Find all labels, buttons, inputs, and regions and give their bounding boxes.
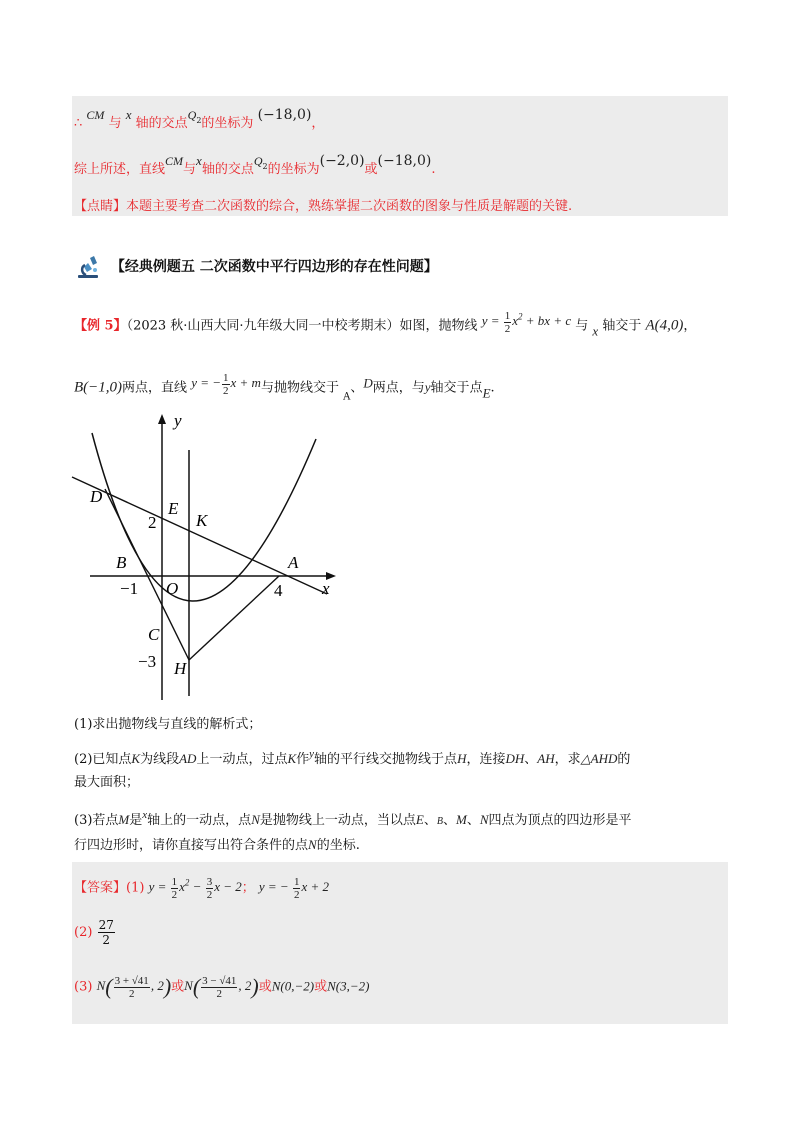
segment-ah xyxy=(189,576,279,660)
answer-1: 【答案】(1) y = $\frac{1}{2}$ $x^2$ − $\frac{3}{2}$ x − 2； y = − $\frac{1}{2}$ x + 2 xyxy=(74,875,330,901)
label-d: D xyxy=(90,487,103,506)
tip-line: 【点睛】本题主要考查二次函数的综合，熟练掌握二次函数的图象与性质是解题的关键. xyxy=(74,199,573,214)
question-1: (1)求出抛物线与直线的解析式； xyxy=(74,717,262,732)
parabola-figure xyxy=(70,410,370,710)
label-e: E xyxy=(168,499,179,518)
label-a: A xyxy=(288,553,299,572)
answer-2-fraction: $\frac{27}{2}$ xyxy=(98,918,114,947)
y-axis-arrow xyxy=(158,414,166,424)
label-neg1: −1 xyxy=(120,579,139,598)
label-c: C xyxy=(148,625,160,644)
label-o: O xyxy=(166,579,179,598)
answer-3: (3) N( $\frac{3 + √41}{2}$ , 2)或N( $\frac{3 - √41}{2}$ , 2)或N(0,−2)或N(3,−2) xyxy=(74,974,370,1000)
section-heading: 【经典例题五 二次函数中平行四边形的存在性问题】 xyxy=(76,255,438,279)
question-3-line-2: 行四边形时，请你直接写出符合条件的点N的坐标. xyxy=(74,837,360,853)
label-neg3: −3 xyxy=(138,652,157,671)
answer-3-n1: N( $\frac{3 + √41}{2}$ , 2) xyxy=(96,974,172,1000)
label-b: B xyxy=(116,553,127,572)
microscope-icon xyxy=(76,255,102,279)
label-x: x xyxy=(322,579,330,598)
answer-1-parabola: y = $\frac{1}{2}$ $x^2$ − $\frac{3}{2}$ x − 2 xyxy=(148,875,242,901)
example-line-1: 【例 5】（2023 秋·山西大同·九年级大同一中校考期末）如图，抛物线 y = $\frac{1}{2}$ $x^2$ + bx + c 与 x 轴交于 A(4,0)， xyxy=(74,309,697,339)
label-4: 4 xyxy=(274,581,283,600)
question-3-line-1: (3)若点M是$^x$轴上的一动点，点N是抛物线上一动点，当以点E、B、M、N四点为顶点的四边形是平 xyxy=(74,809,632,828)
label-h: H xyxy=(174,659,187,678)
answer-3-n2: N( $\frac{3 - √41}{2}$ , 2) xyxy=(184,974,259,1000)
label-y: y xyxy=(174,411,182,430)
line-formula: y = − $\frac{1}{2}$ x + m xyxy=(191,372,261,397)
example-line-2: B(−1,0)两点，直线 y = − $\frac{1}{2}$ x + m与抛物线交于 $_A$、D两点，与y轴交于点E. xyxy=(74,372,495,403)
label-2: 2 xyxy=(148,513,157,532)
answer-1-line: y = − $\frac{1}{2}$ x + 2 xyxy=(258,875,330,901)
label-k: K xyxy=(196,511,208,530)
answer-2: (2) $\frac{27}{2}$ xyxy=(74,918,114,947)
solution-line-1: ∴ CM 与 x 轴的交点$Q_2$的坐标为 (−18,0)， xyxy=(74,107,325,131)
parabola-formula: y = $\frac{1}{2}$ $x^2$ + bx + c xyxy=(481,309,572,335)
question-2-line-2: 最大面积； xyxy=(74,775,140,790)
solution-line-2: 综上所述，直线CM与x轴的交点$Q_2$的坐标为(−2,0)或(−18,0). xyxy=(74,153,436,177)
question-2-line-1: (2)已知点K为线段AD上一动点，过点K作$^y$轴的平行线交抛物线于点H，连接DH、AH，求△AHD的 xyxy=(74,748,631,767)
